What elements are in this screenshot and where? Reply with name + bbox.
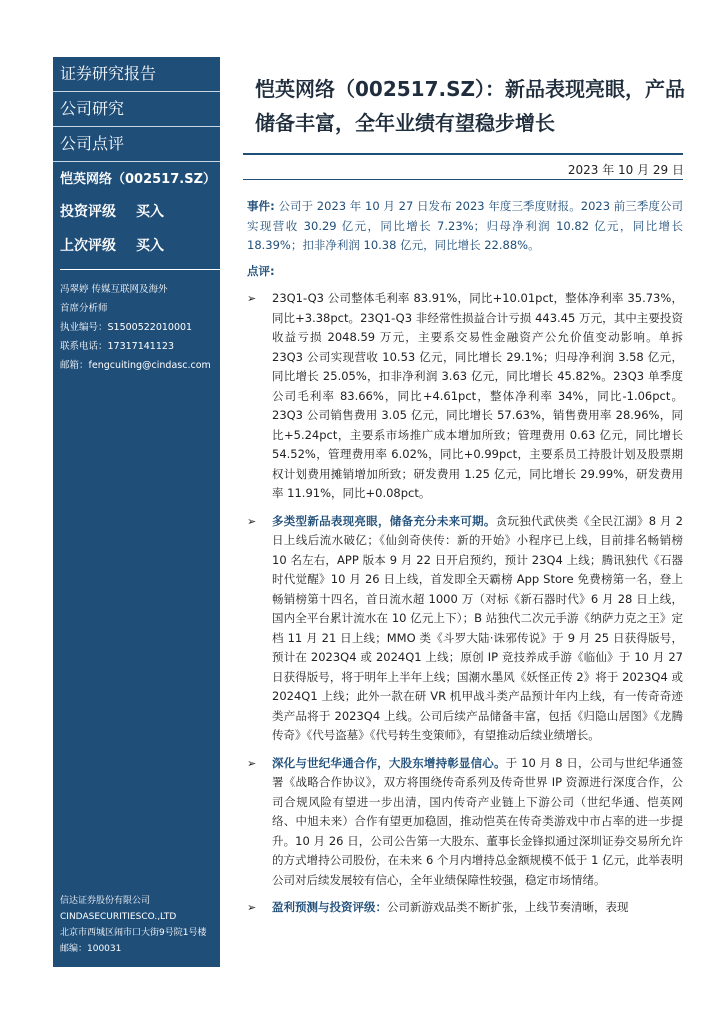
sidebar-footer [53,893,206,957]
report-date: 2023 年 10 月 29 日 [567,163,684,177]
bullet-heading: 多类型新品表现亮眼，储备充分未来可期。 [272,513,496,528]
arrow-icon: ➢ [247,292,257,305]
analyst-title: 首席分析师 [60,303,108,314]
firm-name-en: CINDASECURITIESCO.,LTD [60,912,177,922]
bullet-text: 23Q1-Q3 公司整体毛利率 83.91%，同比+10.01pct，整体净利率 35.73%，同比+3.38pct。23Q1-Q3 非经常性损益合计亏损 443.45 万元，其中主要投资收益亏损 2048.59 万元，主要系交易性金融资产公允价值变动影响。单拆 23Q3 公司实现营收 10.53 亿元，同比增长 29.1%；归母净利润 3.58 亿元，同比增长 25.05%，扣非净利润 3.63 亿元，同比增长 45.82%。23Q3 单季度公司毛利率 83.66%，同比+4.61pct，整体净利率 34%，同比-1.06pct。23Q3 公司销售费用 3.05 亿元，同比增长 57.63%，销售费用率 28.96%，同比+5.24pct，主要系市场推广成本增加所致；管理费用 0.63 亿元，同比增长 54.52%，管理费用率 6.02%，同比+0.99pct，主要系员工持股计划及股票期权计划费用摊销增加所致；研发费用 1.25 亿元，同比增长 29.99%，研发费用率 11.91%，同比+0.08pct。 [272,291,683,500]
report-category: 公司研究 [53,92,220,127]
analyst-email[interactable]: 邮箱：fengcuiting@cindasc.com [60,360,211,371]
report-type: 证券研究报告 [53,57,220,92]
rating-value: 买入 [136,204,164,220]
event-label: 事件: [247,199,275,213]
sidebar [53,57,220,967]
review-label: 点评: [247,263,275,278]
analyst-name: 冯翠婷 传媒互联网及海外 [60,284,168,295]
bullet-heading: 深化与世纪华通合作，大股东增持彰显信心。 [272,755,506,770]
prev-rating-label: 上次评级 [60,238,116,254]
title-divider [243,153,683,155]
prev-rating-row [53,235,220,255]
firm-postcode: 邮编：100031 [60,944,122,954]
company-name: 恺英网络（002517.SZ） [60,172,217,187]
rating-label: 投资评级 [60,204,116,220]
bullet-item [247,754,683,891]
bullet-text: 贪玩独代武侠类《全民江湖》8 月 2 日上线后流水破亿；《仙剑奇侠传：新的开始》小程序已上线，目前排名畅销榜 10 名左右，APP 版本 9 月 22 日开启预约，预计 23Q4 上线；腾讯独代《石器时代觉醒》10 月 26 日上线，首发即全天霸榜 App Store 免费榜第一名，登上畅销榜第十四名，首日流水超 1000 万（对标《新石器时代》6 月 28 日上线，国内全平台累计流水在 10 亿元上下）；B 站独代二次元手游《纳萨力克之王》定档 11 月 21 日上线；MMO 类《斗罗大陆·诛邪传说》于 9 月 25 日获得版号，预计在 2023Q4 或 2024Q1 上线；原创 IP 竞技养成手游《临仙》于 10 月 27 日获得版号，将于明年上半年上线；国潮水墨风《妖怪正传 2》将于 2023Q4 或 2024Q1 上线；此外一款在研 VR 机甲战斗类产品预计年内上线，有一传奇奇迹类产品将于 2023Q4 上线。公司后续产品储备丰富，包括《归隐山居图》《龙腾传奇》《代号盗墓》《代号转生变策师》，有望推动后续业绩增长。 [272,513,683,742]
date-divider [243,179,683,180]
arrow-icon: ➢ [247,514,257,528]
firm-name: 信达证券股份有限公司 [60,896,151,906]
bullet-text: 公司新游戏品类不断扩张，上线节奏清晰，表现 [387,900,629,914]
arrow-icon: ➢ [247,756,257,770]
rating-row [53,201,220,221]
event-paragraph [247,197,683,256]
prev-rating-value: 买入 [136,238,164,254]
report-body [247,197,683,918]
bullet-item [247,512,683,746]
bullet-heading: 盈利预测与投资评级： [272,900,387,914]
bullet-item [247,289,683,504]
event-text: 公司于 2023 年 10 月 27 日发布 2023 年度三季度财报。2023 前三季度公司实现营收 30.29 亿元，同比增长 7.23%；归母净利润 10.82 亿元，同比增长 18.39%；扣非净利润 10.38 亿元，同比增长 22.88%。 [247,199,684,252]
bullet-text: 于 10 月 8 日，公司与世纪华通签署《战略合作协议》，双方将围绕传奇系列及传奇世界 IP 资源进行深度合作，公司合规风险有望进一步出清，国内传奇产业链上下游公司（世纪华通、恺英网络、中旭未来）合作有望更加稳固，推动恺英在传奇类游戏中市占率的进一步提升。10 月 26 日，公司公告第一大股东、董事长金锋拟通过深圳证券交易所允许的方式增持公司股份，在未来 6 个月内增持总金额规模不低于 1 亿元，此举表明公司对后续发展较有信心，全年业绩保障性较强，稳定市场情绪。 [272,755,683,887]
analyst-license: 执业编号：S1500522010001 [60,322,193,333]
sidebar-divider [60,269,220,270]
report-title: 恺英网络（002517.SZ）：新品表现亮眼，产品储备丰富，全年业绩有望稳步增长 [255,77,685,135]
analyst-phone: 联系电话：17317141123 [60,341,174,352]
bullet-item [247,898,683,918]
firm-address: 北京市西城区闹市口大街9号院1号楼 [60,928,207,938]
arrow-icon: ➢ [247,901,257,914]
report-subcategory: 公司点评 [53,127,220,162]
